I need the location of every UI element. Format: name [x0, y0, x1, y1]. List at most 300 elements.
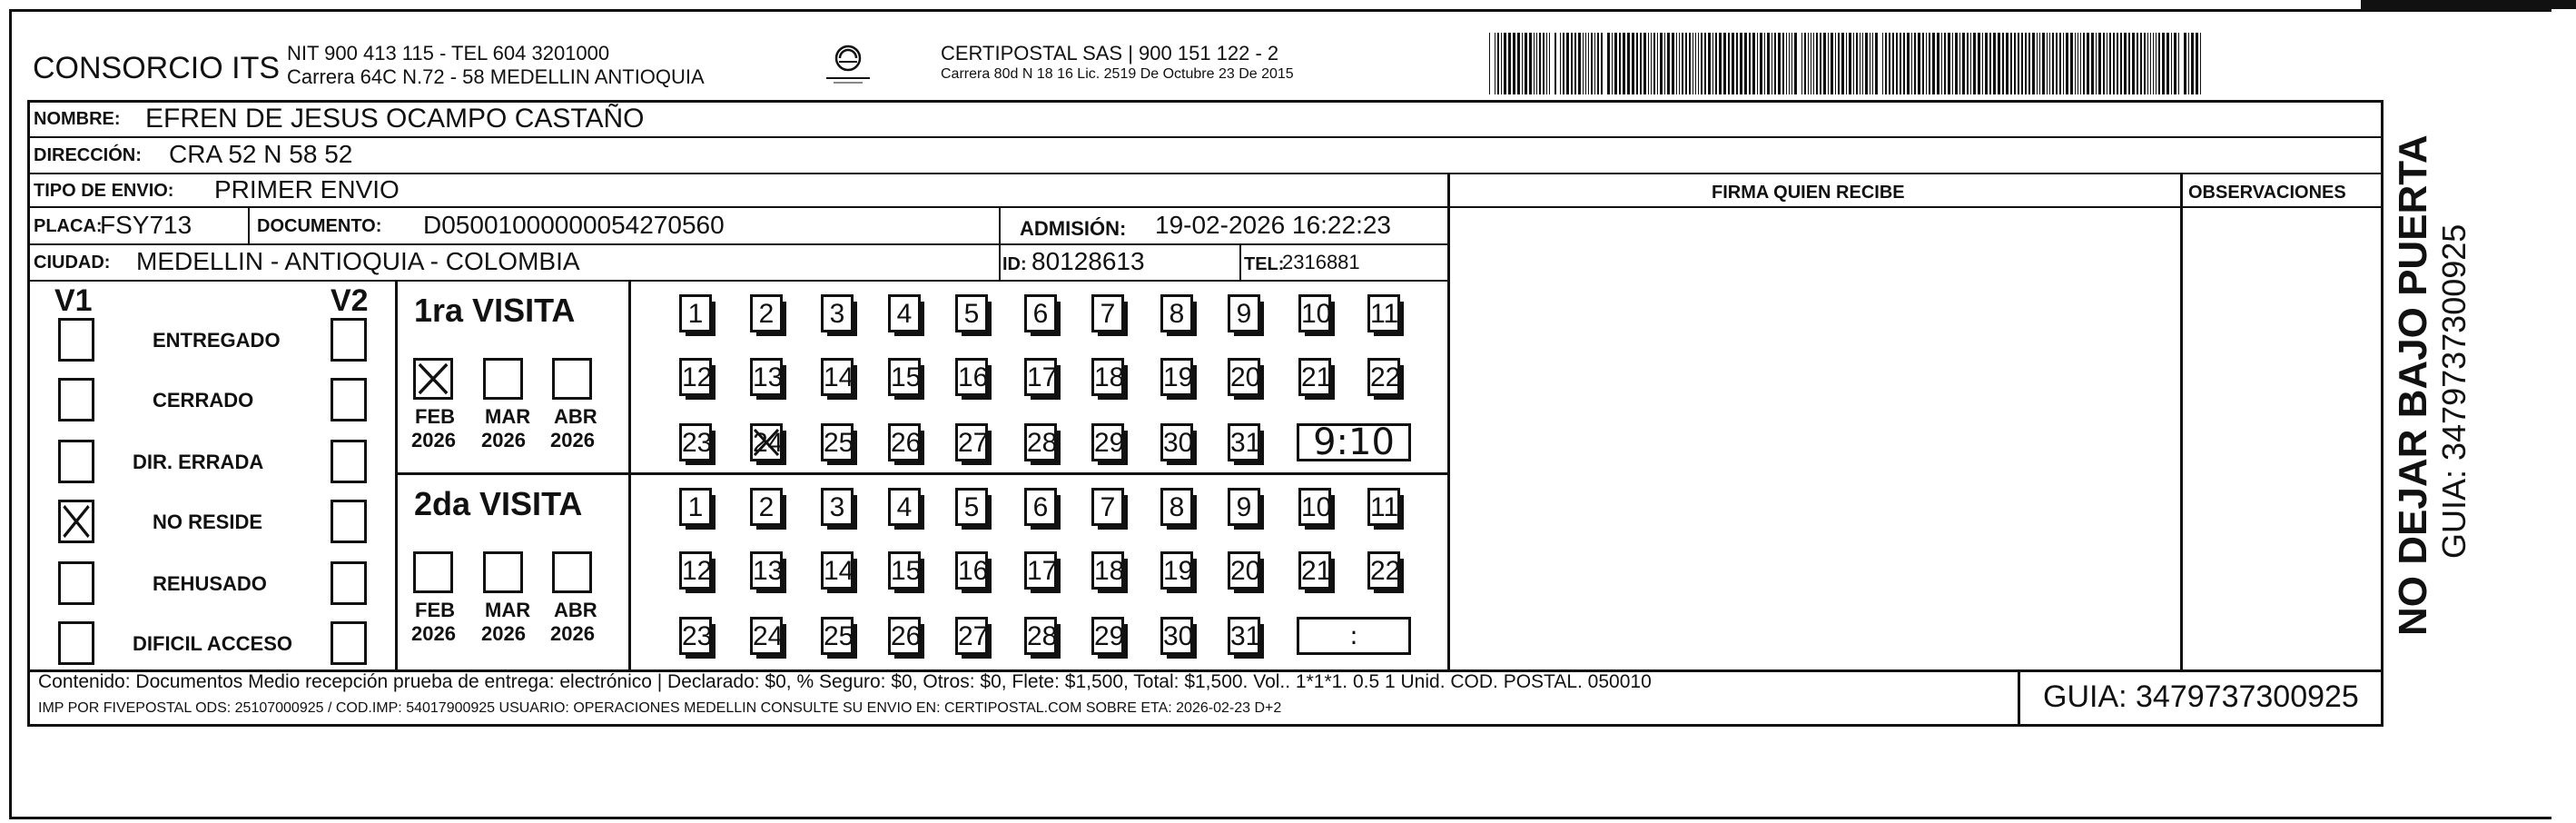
- day-box[interactable]: 31: [1228, 617, 1260, 655]
- day-box[interactable]: 21: [1298, 358, 1331, 396]
- v2-label: V2: [331, 283, 369, 318]
- status-v2-checkbox[interactable]: [331, 440, 367, 483]
- day-box[interactable]: 19: [1160, 551, 1193, 590]
- barcode-bar: [1982, 33, 1983, 94]
- barcode-bar: [1685, 33, 1687, 94]
- month-checkbox[interactable]: [413, 551, 453, 593]
- barcode-bar: [1862, 33, 1863, 94]
- rule-visit-split: [395, 472, 1450, 475]
- barcode-bar: [1948, 33, 1950, 94]
- barcode-bar: [2171, 33, 2172, 94]
- direccion-label: DIRECCIÓN:: [34, 145, 142, 165]
- day-box[interactable]: 28: [1024, 617, 1057, 655]
- barcode-bar: [2120, 33, 2122, 94]
- barcode-bar: [1752, 33, 1755, 94]
- barcode-bar: [1612, 33, 1613, 94]
- barcode-bar: [2200, 33, 2201, 94]
- barcode-bar: [1749, 33, 1751, 94]
- barcode-bar: [1643, 33, 1646, 94]
- barcode-bar: [1941, 33, 1942, 94]
- barcode-bar: [2028, 33, 2030, 94]
- barcode-bar: [1601, 33, 1603, 94]
- barcode-bar: [1907, 33, 1910, 94]
- barcode-bar: [1525, 33, 1527, 94]
- month-label: MAR: [485, 405, 531, 428]
- month-checkbox[interactable]: [483, 551, 523, 593]
- time-box[interactable]: :: [1297, 617, 1411, 655]
- barcode-bar: [1701, 33, 1703, 94]
- day-box[interactable]: 30: [1160, 423, 1193, 461]
- day-box[interactable]: 1: [679, 294, 712, 332]
- barcode-bar: [2049, 33, 2050, 94]
- barcode-bar: [1632, 33, 1634, 94]
- barcode-bar: [1522, 33, 1523, 94]
- barcode-bar: [1952, 33, 1953, 94]
- company-name: CONSORCIO ITS: [33, 51, 281, 85]
- barcode-bar: [2188, 33, 2189, 94]
- barcode-bar: [2010, 33, 2012, 94]
- day-box[interactable]: 10: [1298, 294, 1331, 332]
- barcode-bar: [1835, 33, 1836, 94]
- day-box[interactable]: 26: [888, 423, 921, 461]
- barcode-bar: [2144, 33, 2146, 94]
- barcode-bar: [2052, 33, 2054, 94]
- barcode-bar: [1715, 33, 1717, 94]
- barcode-bar: [2132, 33, 2135, 94]
- barcode-bar: [1623, 33, 1625, 94]
- barcode-bar: [1838, 33, 1840, 94]
- status-v1-checkbox[interactable]: [58, 318, 94, 362]
- rule-tel: [1239, 243, 1241, 280]
- barcode-bar: [2103, 33, 2105, 94]
- nombre-label: NOMBRE:: [34, 109, 121, 129]
- barcode-bar: [2156, 33, 2157, 94]
- admision-label: ADMISIÓN:: [1020, 217, 1127, 240]
- day-box[interactable]: 14: [821, 358, 854, 396]
- barcode-bar: [1820, 33, 1821, 94]
- barcode-bar: [1534, 33, 1535, 94]
- day-box[interactable]: 7: [1091, 294, 1124, 332]
- barcode-bar: [2158, 33, 2160, 94]
- day-box[interactable]: 24: [750, 617, 783, 655]
- barcode-bar: [1760, 33, 1762, 94]
- barcode-bar: [1719, 33, 1722, 94]
- barcode-bar: [2059, 33, 2061, 94]
- company-line2: Carrera 64C N.72 - 58 MEDELLIN ANTIOQUIA: [287, 65, 705, 88]
- barcode-bar: [2147, 33, 2148, 94]
- carrier-line1: CERTIPOSTAL SAS | 900 151 122 - 2: [941, 42, 1279, 64]
- barcode-bar: [1723, 33, 1726, 94]
- barcode-bar: [1744, 33, 1747, 94]
- barcode-bar: [2150, 33, 2151, 94]
- barcode-bar: [1501, 33, 1502, 94]
- barcode-bar: [1764, 33, 1765, 94]
- day-box[interactable]: 12: [679, 551, 712, 590]
- barcode-bar: [1574, 33, 1576, 94]
- month-label: FEB: [415, 599, 455, 621]
- barcode-bar: [1698, 33, 1699, 94]
- rule-placa: [248, 207, 250, 243]
- status-label: NO RESIDE: [153, 511, 263, 533]
- barcode-bar: [2087, 33, 2089, 94]
- status-v2-checkbox[interactable]: [331, 500, 367, 543]
- barcode-bar: [1740, 33, 1742, 94]
- barcode-bar: [2113, 33, 2115, 94]
- barcode-bar: [1973, 33, 1976, 94]
- day-box[interactable]: 23: [679, 617, 712, 655]
- day-box[interactable]: 15: [888, 551, 921, 590]
- day-box[interactable]: 15: [888, 358, 921, 396]
- barcode-bar: [1539, 33, 1541, 94]
- day-box[interactable]: 5: [955, 488, 988, 526]
- visit-title: 1ra VISITA: [414, 292, 576, 329]
- barcode-bar: [1653, 33, 1655, 94]
- barcode-bar: [1882, 33, 1883, 94]
- barcode-bar: [1588, 33, 1589, 94]
- barcode-bar: [1679, 33, 1680, 94]
- barcode-bar: [2037, 33, 2038, 94]
- barcode-bar: [2083, 33, 2085, 94]
- day-box[interactable]: 17: [1024, 551, 1057, 590]
- barcode-bar: [1875, 33, 1878, 94]
- direccion-value: CRA 52 N 58 52: [169, 140, 353, 168]
- month-checkbox[interactable]: [552, 551, 592, 593]
- barcode-bar: [1640, 33, 1642, 94]
- barcode-bar: [1993, 33, 1996, 94]
- barcode-bar: [1504, 33, 1506, 94]
- observaciones-label: OBSERVACIONES: [2188, 183, 2346, 203]
- barcode-bar: [1778, 33, 1781, 94]
- barcode-bar: [2056, 33, 2058, 94]
- barcode-bar: [1554, 33, 1556, 94]
- day-box[interactable]: 16: [955, 551, 988, 590]
- day-box[interactable]: 20: [1228, 551, 1260, 590]
- status-label: ENTREGADO: [153, 329, 281, 352]
- barcode-bar: [1566, 33, 1569, 94]
- barcode-bar: [2196, 33, 2198, 94]
- barcode-bar: [1546, 33, 1547, 94]
- barcode-bar: [1892, 33, 1894, 94]
- day-box[interactable]: 31: [1228, 423, 1260, 461]
- rule-left: [27, 100, 30, 672]
- barcode-bar: [1804, 33, 1806, 94]
- month-label: MAR: [485, 599, 531, 621]
- barcode-bar: [1708, 33, 1711, 94]
- barcode-bar: [1676, 33, 1677, 94]
- ciudad-value: MEDELLIN - ANTIOQUIA - COLOMBIA: [136, 247, 580, 275]
- day-box[interactable]: 2: [750, 488, 783, 526]
- barcode-bar: [1914, 33, 1916, 94]
- rule-row2: [27, 173, 2384, 174]
- day-box[interactable]: 19: [1160, 358, 1193, 396]
- barcode-bar: [1651, 33, 1652, 94]
- barcode-bar: [1657, 33, 1658, 94]
- barcode-bar: [1614, 33, 1617, 94]
- barcode-bar: [1619, 33, 1621, 94]
- visit-title: 2da VISITA: [414, 485, 583, 522]
- barcode-bar: [2184, 33, 2186, 94]
- barcode-bar: [1757, 33, 1758, 94]
- day-box[interactable]: 8: [1160, 488, 1193, 526]
- day-box[interactable]: 25: [821, 617, 854, 655]
- day-box[interactable]: 6: [1024, 294, 1057, 332]
- barcode-bar: [1944, 33, 1946, 94]
- rule-visit-mid: [628, 280, 631, 672]
- rule-right: [2381, 100, 2384, 727]
- day-box[interactable]: 13: [750, 358, 783, 396]
- day-box[interactable]: 21: [1298, 551, 1331, 590]
- status-v2-checkbox[interactable]: [331, 318, 367, 362]
- barcode-bar: [1962, 33, 1965, 94]
- barcode-bar: [1660, 33, 1663, 94]
- barcode-bar: [1926, 33, 1927, 94]
- documento-value: D05001000000054270560: [423, 211, 725, 239]
- barcode-bar: [1489, 33, 1490, 94]
- day-box[interactable]: 14: [821, 551, 854, 590]
- status-v1-checkbox[interactable]: [58, 378, 94, 421]
- barcode-bar: [2032, 33, 2035, 94]
- month-year: 2026: [411, 622, 456, 645]
- barcode-bar: [1900, 33, 1901, 94]
- barcode-bar: [2063, 33, 2064, 94]
- status-v1-checkbox[interactable]: [58, 440, 94, 483]
- rule-col-obs: [2180, 173, 2183, 672]
- day-box[interactable]: 28: [1024, 423, 1057, 461]
- day-box[interactable]: 29: [1091, 617, 1124, 655]
- barcode-bar: [1627, 33, 1630, 94]
- barcode-bar: [1591, 33, 1593, 94]
- barcode-bar: [1955, 33, 1958, 94]
- barcode-bar: [1959, 33, 1960, 94]
- side-warning: NO DEJAR BAJO PUERTA: [2391, 134, 2435, 636]
- barcode-bar: [1529, 33, 1532, 94]
- day-box[interactable]: 22: [1367, 358, 1400, 396]
- day-box[interactable]: 6: [1024, 488, 1057, 526]
- day-box[interactable]: 16: [955, 358, 988, 396]
- id-label: ID:: [1002, 254, 1027, 274]
- day-box[interactable]: 27: [955, 423, 988, 461]
- day-box[interactable]: 4: [888, 488, 921, 526]
- month-year: 2026: [550, 622, 595, 645]
- day-box[interactable]: 23: [679, 423, 712, 461]
- day-box[interactable]: 18: [1091, 551, 1124, 590]
- barcode-bar: [2047, 33, 2048, 94]
- placa-value: FSY713: [100, 211, 192, 239]
- barcode-bar: [1932, 33, 1935, 94]
- barcode-bar: [2021, 33, 2023, 94]
- footer-line1: Contenido: Documentos Medio recepción prueba de entrega: electrónico | Declarado: $0, % Seguro: $0, Otros: $0, Flete: $1,500, Total: $1,500. Vol.. 1*1*1. 0.5 1 Unid. COD. POSTAL. 050010: [38, 671, 1652, 692]
- barcode-bar: [1560, 33, 1561, 94]
- rule-admision: [999, 207, 1001, 280]
- day-box[interactable]: 7: [1091, 488, 1124, 526]
- month-checkbox[interactable]: [552, 358, 592, 400]
- barcode-bar: [1578, 33, 1581, 94]
- day-box[interactable]: 17: [1024, 358, 1057, 396]
- month-label: FEB: [415, 405, 455, 428]
- barcode-bar: [2025, 33, 2027, 94]
- barcode-bar: [1667, 33, 1670, 94]
- rule-footer-bottom: [27, 724, 2384, 727]
- day-box[interactable]: 25: [821, 423, 854, 461]
- tel-label: TEL:: [1244, 254, 1285, 274]
- barcode-bar: [2178, 33, 2179, 94]
- barcode-bar: [2070, 33, 2073, 94]
- barcode-bar: [2166, 33, 2169, 94]
- day-box[interactable]: 5: [955, 294, 988, 332]
- month-label: ABR: [554, 405, 597, 428]
- barcode-bar: [2162, 33, 2165, 94]
- barcode-bar: [1998, 33, 2000, 94]
- barcode-bar: [1801, 33, 1802, 94]
- rule-row4: [27, 243, 1449, 245]
- day-box[interactable]: 20: [1228, 358, 1260, 396]
- barcode-bar: [1636, 33, 1638, 94]
- barcode-bar: [1508, 33, 1511, 94]
- status-v2-checkbox[interactable]: [331, 561, 367, 605]
- barcode-bar: [1732, 33, 1734, 94]
- barcode-bar: [1967, 33, 1969, 94]
- month-label: ABR: [554, 599, 597, 621]
- barcode-bar: [1689, 33, 1691, 94]
- barcode-bar: [2124, 33, 2127, 94]
- day-box[interactable]: 3: [821, 488, 854, 526]
- day-box[interactable]: 1: [679, 488, 712, 526]
- carrier-line2: Carrera 80d N 18 16 Lic. 2519 De Octubre 23 De 2015: [941, 66, 1294, 82]
- barcode-bar: [2174, 33, 2176, 94]
- time-box[interactable]: 9:10: [1297, 423, 1411, 461]
- day-box[interactable]: 3: [821, 294, 854, 332]
- barcode-bar: [1846, 33, 1847, 94]
- day-box[interactable]: 18: [1091, 358, 1124, 396]
- day-box[interactable]: 27: [955, 617, 988, 655]
- barcode-bar: [1774, 33, 1776, 94]
- barcode-bar: [1896, 33, 1898, 94]
- rule-top: [27, 100, 2384, 103]
- barcode-bar: [2191, 33, 2194, 94]
- rule-row3: [27, 206, 2384, 208]
- barcode-bar: [2140, 33, 2142, 94]
- barcode-bar: [1695, 33, 1696, 94]
- barcode-bar: [2109, 33, 2111, 94]
- status-label: DIFICIL ACCESO: [133, 632, 293, 655]
- barcode-bar: [1682, 33, 1683, 94]
- barcode-bar: [1543, 33, 1545, 94]
- day-box[interactable]: 30: [1160, 617, 1193, 655]
- day-box[interactable]: 8: [1160, 294, 1193, 332]
- barcode-bar: [2098, 33, 2101, 94]
- barcode-bar: [2006, 33, 2008, 94]
- month-year: 2026: [411, 429, 456, 451]
- day-box[interactable]: 29: [1091, 423, 1124, 461]
- day-box[interactable]: 22: [1367, 551, 1400, 590]
- day-box[interactable]: 2: [750, 294, 783, 332]
- day-box[interactable]: 12: [679, 358, 712, 396]
- barcode-bar: [1607, 33, 1610, 94]
- barcode-bar: [1664, 33, 1665, 94]
- barcode-bar: [2080, 33, 2081, 94]
- day-box[interactable]: 24: [750, 423, 783, 461]
- barcode-bar: [1563, 33, 1564, 94]
- barcode-bar: [1536, 33, 1537, 94]
- barcode-bar: [1549, 33, 1550, 94]
- day-box[interactable]: 11: [1367, 488, 1400, 526]
- barcode-bar: [1672, 33, 1674, 94]
- frame-left: [9, 9, 12, 819]
- tipo-label: TIPO DE ENVIO:: [34, 181, 174, 201]
- status-v1-checkbox[interactable]: [58, 500, 94, 543]
- ciudad-label: CIUDAD:: [34, 253, 111, 273]
- day-box[interactable]: 26: [888, 617, 921, 655]
- barcode-bar: [1985, 33, 1988, 94]
- barcode-bar: [1865, 33, 1868, 94]
- barcode-bar: [1828, 33, 1829, 94]
- barcode-bar: [2137, 33, 2138, 94]
- month-year: 2026: [550, 429, 595, 451]
- barcode-bar: [1918, 33, 1920, 94]
- barcode-bar: [1728, 33, 1730, 94]
- day-box[interactable]: 11: [1367, 294, 1400, 332]
- company-line1: NIT 900 413 115 - TEL 604 3201000: [287, 42, 610, 64]
- barcode-bar: [1903, 33, 1905, 94]
- rule-visit-left: [395, 280, 398, 672]
- barcode: [1489, 33, 2203, 94]
- day-box[interactable]: 4: [888, 294, 921, 332]
- day-box[interactable]: 9: [1228, 488, 1260, 526]
- month-checkbox[interactable]: [413, 358, 453, 400]
- month-checkbox[interactable]: [483, 358, 523, 400]
- barcode-bar: [1736, 33, 1738, 94]
- barcode-bar: [1872, 33, 1873, 94]
- status-v2-checkbox[interactable]: [331, 621, 367, 665]
- frame-top-right: [2361, 0, 2576, 9]
- barcode-bar: [2066, 33, 2068, 94]
- day-box[interactable]: 9: [1228, 294, 1260, 332]
- status-label: REHUSADO: [153, 572, 267, 595]
- rule-row5: [27, 280, 1449, 282]
- barcode-bar: [1517, 33, 1520, 94]
- barcode-bar: [1583, 33, 1584, 94]
- barcode-bar: [1571, 33, 1573, 94]
- barcode-bar: [1937, 33, 1939, 94]
- day-box[interactable]: 13: [750, 551, 783, 590]
- side-guia: GUIA: 3479737300925: [2435, 223, 2472, 559]
- barcode-bar: [1789, 33, 1790, 94]
- barcode-bar: [1841, 33, 1844, 94]
- barcode-bar: [1889, 33, 1890, 94]
- status-v2-checkbox[interactable]: [331, 378, 367, 421]
- documento-label: DOCUMENTO:: [257, 216, 382, 236]
- status-v1-checkbox[interactable]: [58, 561, 94, 605]
- barcode-bar: [1813, 33, 1814, 94]
- barcode-bar: [1597, 33, 1599, 94]
- status-v1-checkbox[interactable]: [58, 621, 94, 665]
- barcode-bar: [1594, 33, 1595, 94]
- footer-guia: GUIA: 3479737300925: [2043, 679, 2359, 714]
- rule-footer-left: [27, 669, 30, 727]
- barcode-bar: [1497, 33, 1499, 94]
- status-label: CERRADO: [153, 389, 254, 412]
- day-box[interactable]: 10: [1298, 488, 1331, 526]
- rule-footer-guia: [2018, 669, 2020, 727]
- barcode-bar: [2002, 33, 2004, 94]
- barcode-bar: [2018, 33, 2019, 94]
- tel-value: 2316881: [1282, 251, 1360, 273]
- barcode-bar: [1853, 33, 1854, 94]
- barcode-bar: [1978, 33, 1980, 94]
- barcode-bar: [1513, 33, 1515, 94]
- footer-line2: IMP POR FIVEPOSTAL ODS: 25107000925 / COD.IMP: 54017900925 USUARIO: OPERACIONES MEDELLIN CONSULTE SU ENVIO EN: CERTIPOSTAL.COM SOBRE ETA: 2026-02-23 D+2: [38, 700, 1282, 716]
- barcode-bar: [2117, 33, 2118, 94]
